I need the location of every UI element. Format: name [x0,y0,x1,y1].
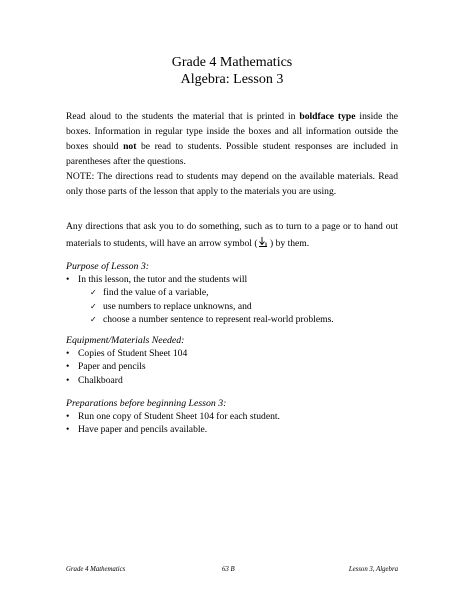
list-item [66,273,396,286]
purpose-item-text: choose a number sentence to represent real-world problems. [103,314,334,326]
list-item [66,360,396,373]
intro-paragraph-1 [66,109,398,169]
intro-paragraph-3 [66,218,398,252]
purpose-item-text: use numbers to replace unknowns, and [103,300,252,312]
intro-paragraph-2: NOTE: The directions read to students may depend on the available materials. Read only those parts of the lesson that apply to the materials you are using. [66,171,398,197]
document-subtitle: Algebra: Lesson 3 [180,72,284,87]
equipment-item-text: Paper and pencils [78,361,146,373]
bullet-icon: • [66,361,70,373]
list-item [66,313,396,326]
intro-p3-text-a: Any directions that ask you to do something, such as to turn to a page or to hand out materials to students, will have an arrow symbol ( [66,221,398,249]
list-item [66,374,396,387]
preparations-item-text: Have paper and pencils available. [78,424,208,436]
intro-p3-text-b: ) by them. [269,238,310,249]
document-title: Grade 4 Mathematics [171,55,293,70]
bullet-icon: • [66,411,70,422]
purpose-bullet-text: In this lesson, the tutor and the students will [78,274,248,285]
list-item [66,286,396,299]
list-item [66,410,396,423]
preparations-heading: Preparations before beginning Lesson 3: [66,398,227,409]
bullet-icon: • [66,274,70,285]
intro-p1-text-c: be read to students. Possible student responses are included in parentheses after the questions. [66,141,398,167]
list-item [66,300,396,313]
list-item [66,423,396,436]
bullet-icon: • [66,424,70,436]
equipment-item-text: Chalkboard [78,374,123,386]
intro-p1-text-a: Read aloud to the students the material that is printed in [66,111,300,122]
equipment-heading: Equipment/Materials Needed: [66,335,185,346]
equipment-list [66,347,396,387]
checkmark-icon: ✓ [90,301,97,311]
checkmark-icon: ✓ [90,288,97,298]
footer-right: Lesson 3, Algebra [348,566,398,573]
preparations-item-text: Run one copy of Student Sheet 104 for each student. [78,411,280,422]
intro-p1-text-b: inside the boxes. Information in regular type inside the boxes and all information outside the boxes should [66,111,398,152]
bullet-icon: • [66,348,70,359]
purpose-heading: Purpose of Lesson 3: [66,261,150,272]
purpose-item-text: find the value of a variable, [103,287,209,299]
intro-p1-not: not [123,141,137,152]
list-item [66,347,396,360]
intro-p1-bold: boldface type [299,111,356,122]
preparations-list [66,410,396,437]
footer-page-number: 63 B [222,566,235,573]
checkmark-icon: ✓ [90,315,97,325]
bullet-icon: • [66,374,70,386]
hand-arrow-icon [258,236,268,248]
footer-left: Grade 4 Mathematics [66,566,126,573]
purpose-list [66,273,396,327]
equipment-item-text: Copies of Student Sheet 104 [78,348,188,359]
